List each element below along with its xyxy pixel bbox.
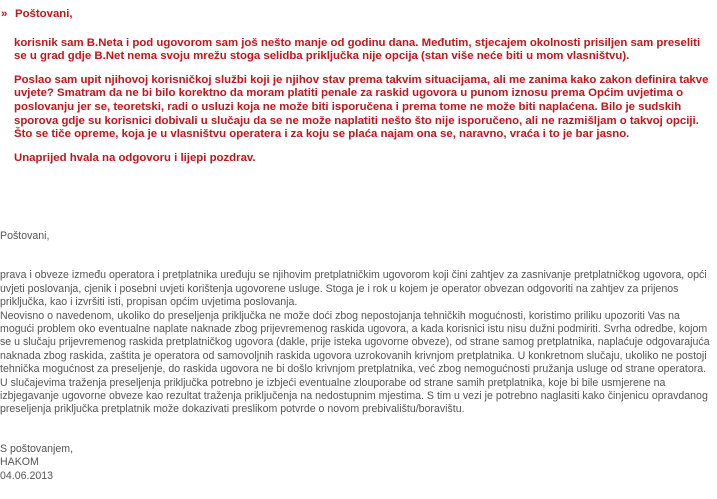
question-greeting: Poštovani,: [15, 8, 73, 20]
answer-paragraph-2: Neovisno o navedenom, ukoliko do preseljenja priključka ne može doći zbog nepostojanja tehničkih mogućnosti, koristimo priliku upozoriti Vas na mogući problem oko eventualne naplate naknade zbog prijevremenog raskida ugovora, a kada korisnici istu nisu dužni podmiriti. Svrha odredbe, kojom se u slučaju prijevremenog raskida pretplatničkog ugovora (dakle, prije isteka ugovorne obveze), od strane samog pretplatnika, naplaćuje odgovarajuća naknada zbog raskida, zaštita je operatora od samovoljnih raskida ugovora uzrokovanih krivnjom pretplatnika. U konkretnom slučaju, ukoliko ne postoji tehnička mogućnost za preseljenje, do raskida ugovora ne bi došlo krivnjom pretplatnika, već zbog nemogućnosti pružanja usluge od strane operatora. U slučajevima traženja preseljenja priključka potrebno je izbjeći eventualne zlouporabe od strane samih pretplatnika, koje bi bile usmjerene na izbjegavanje ugovorne obveze kao rezultat traženja priključenja na nedostupnim mjestima. S tim u vezi je potrebno naglasiti kako činjenicu opravdanog preseljenja priključka pretplatnik može dokazivati preslikom potvrde o novom prebivalištu/boravištu.: [0, 309, 710, 416]
question-paragraph: korisnik sam B.Neta i pod ugovorom sam još nešto manje od godinu dana. Međutim, stjecajem okolnosti prisiljen sam preseliti se u grad gdje B.Net nema svoju mrežu stoga selidba priključka nije opcija (stan više neće biti u mom vlasništvu).: [14, 36, 701, 63]
question-header: [0, 8, 712, 22]
spacer: [0, 243, 712, 256]
answer-date: 04.06.2013: [0, 469, 54, 482]
spacer: [0, 256, 712, 269]
answer-greeting: Poštovani,: [0, 230, 50, 242]
answer-signature: HAKOM: [0, 456, 39, 469]
bullet-arrow-icon: »: [1, 8, 8, 20]
question-paragraph: Poslao sam upit njihovoj korisničkoj službi koji je njihov stav prema takvim situacijama, ali me zanima kako zakon definira takve uvjete? Smatram da ne bi bilo korektno da moram platiti penale za raskid ugovora u punom iznosu prema Općim uvjetima o poslovanju jer se, teoretski, radi o usluzi koja ne može biti isporučena i prema tome ne može biti naplaćena. Bilo je sudskih sporova gdje su korisnici dobivali u slučaju da se ne može naplatiti nešto što nije isporučeno, ali ne razmišljam o takvoj opciji. Što se tiče opreme, koja je u vlasništvu operatera i za koju se plaća najam ona se, naravno, vraća i to je bar jasno.: [14, 73, 709, 141]
user-question: [0, 8, 712, 175]
spacer: [0, 417, 712, 430]
question-body: [14, 37, 712, 166]
hakom-answer: [0, 230, 712, 483]
answer-closing: S poštovanjem,: [0, 442, 74, 455]
question-paragraph: Unaprijed hvala na odgovoru i lijepi pozdrav.: [14, 151, 256, 164]
answer-paragraph-1: prava i obveze između operatora i pretplatnika uređuju se njihovim pretplatničkim ugovorom koji čini zahtjev za zasnivanje pretplatničkog ugovora, opći uvjeti poslovanja, cjenik i posebni uvjeti korištenja ugovorene usluge. Stoga je i rok u kojem je operator obvezan odgovoriti na zahtjev za prijenos priključka, kao i izvršiti isti, propisan općim uvjetima poslovanja.: [0, 269, 707, 309]
spacer: [0, 430, 712, 443]
